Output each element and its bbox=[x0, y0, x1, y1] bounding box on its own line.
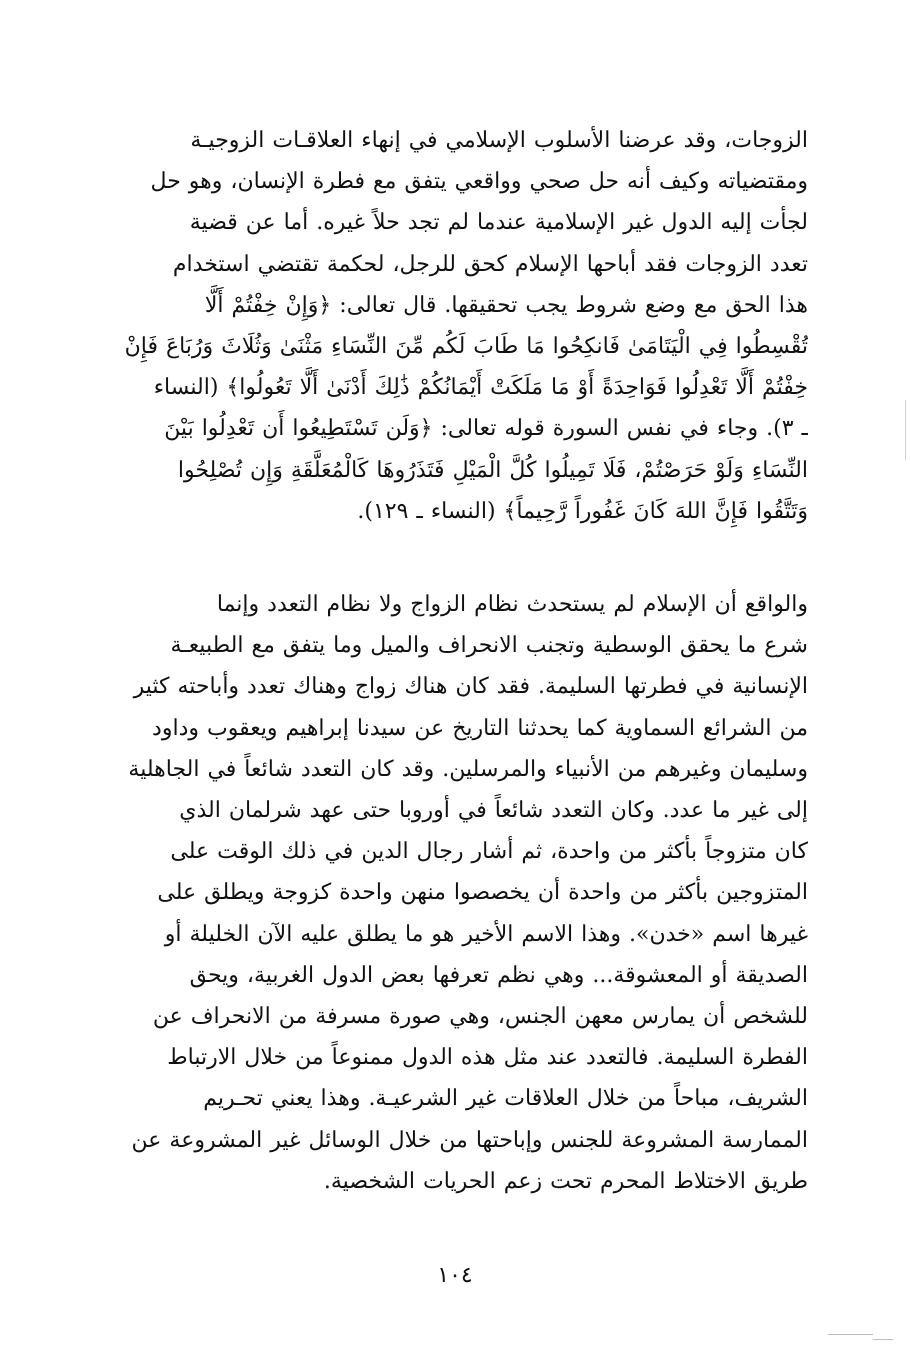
text-line: والواقع أن الإسلام لم يستحدث نظام الزواج ولا نظام التعدد وإنما bbox=[216, 592, 808, 617]
paragraph-polygamy-intro bbox=[108, 120, 808, 532]
text-line: شرع ما يحقق الوسطية وتجنب الانحراف والميل وما يتفق مع الطبيعـة bbox=[170, 633, 808, 659]
text-line: إلى غير ما عدد. وكان التعدد شائعاً في أوروبا حتى عهد شرلمان الذي bbox=[179, 798, 808, 824]
text-line: الشريف، مباحاً من خلال العلاقات غير الشرعيـة. وهذا يعني تحـريم bbox=[203, 1086, 808, 1112]
page-number: ١٠٤ bbox=[437, 1263, 473, 1288]
scan-artifact-line bbox=[828, 1334, 873, 1335]
quran-verse-line: ـ ٣). وجاء في نفس السورة قوله تعالى: ﴿وَلَن تَسْتَطِيعُوا أَن تَعْدِلُوا بَيْنَ bbox=[164, 416, 808, 442]
text-line: للشخص أن يمارس معهن الجنس، وهي صورة مسرفة من الانحراف عن bbox=[152, 1004, 808, 1030]
text-line: ومقتضياته وكيف أنه حل صحي وواقعي يتفق مع فطرة الإنسان، وهو حل bbox=[150, 169, 808, 195]
text-line: الممارسة المشروعة للجنس وإباحتها من خلال الوسائل غير المشروعة عن bbox=[131, 1127, 808, 1153]
text-line: كان متزوجاً بأكثر من واحدة، ثم أشار رجال الدين في ذلك الوقت على bbox=[170, 839, 808, 865]
text-line: الزوجات، وقد عرضنا الأسلوب الإسلامي في إنهاء العلاقـات الزوجيـة bbox=[190, 128, 808, 153]
text-line: من الشرائع السماوية كما يحدثنا التاريخ عن سيدنا إبراهيم ويعقوب وداود bbox=[152, 715, 808, 741]
text-line: غيرها اسم «خدن». وهذا الاسم الأخير هو ما يطلق عليه الآن الخليلة أو bbox=[164, 921, 808, 947]
text-line: لجأت إليه الدول غير الإسلامية عندما لم تجد حلاً غيره. أما عن قضية bbox=[189, 210, 808, 236]
quran-verse-line: تُقْسِطُوا فِي الْيَتَامَىٰ فَانكِحُوا مَا طَابَ لَكُم مِّنَ النِّسَاءِ مَثْنَىٰ وَثُلَاثَ وَرُبَاعَ فَإِنْ bbox=[124, 334, 808, 360]
quran-verse-line: خِفْتُمْ أَلَّا تَعْدِلُوا فَوَاحِدَةً أَوْ مَا مَلَكَتْ أَيْمَانُكُمْ ذَٰلِكَ أَدْنَىٰ أَلَّا تَعُولُوا﴾ (النساء bbox=[153, 375, 808, 401]
quran-verse-line: النِّسَاءِ وَلَوْ حَرَصْتُمْ، فَلَا تَمِيلُوا كُلَّ الْمَيْلِ فَتَذَرُوهَا كَالْمُعَلَّقَةِ وَإِن تُصْلِحُوا bbox=[177, 457, 808, 483]
paragraph-history-of-polygamy bbox=[108, 584, 808, 1202]
text-line: المتزوجين بأكثر من واحدة أن يخصصوا منهن واحدة كزوجة ويطلق على bbox=[157, 880, 808, 906]
quran-verse-line: وَتَتَّقُوا فَإِنَّ اللهَ كَانَ غَفُوراً رَّحِيماً﴾ (النساء ـ ١٢٩). bbox=[357, 498, 808, 524]
text-line: الفطرة السليمة. فالتعدد عند مثل هذه الدول ممنوعاً من خلال الارتباط bbox=[167, 1045, 808, 1071]
scan-artifact-line bbox=[873, 1339, 893, 1340]
text-line: وسليمان وغيرهم من الأنبياء والمرسلين. وقد كان التعدد شائعاً في الجاهلية bbox=[128, 756, 808, 782]
text-line: طريق الاختلاط المحرم تحت زعم الحريات الشخصية. bbox=[323, 1168, 808, 1194]
text-line: تعدد الزوجات فقد أباحها الإسلام كحق للرجل، لحكمة تقتضي استخدام bbox=[172, 251, 808, 277]
text-line: الصديقة أو المعشوقة... وهي نظم تعرفها بعض الدول الغربية، ويحق bbox=[189, 962, 808, 988]
scan-artifact-edge bbox=[905, 400, 906, 460]
text-line: الإنسانية في فطرتها السليمة. فقد كان هناك زواج وهناك تعدد وأباحته كثير bbox=[133, 674, 808, 700]
text-line: هذا الحق مع وضع شروط يجب تحقيقها. قال تعالى: ﴿وَإِنْ خِفْتُمْ أَلَّا bbox=[204, 292, 808, 318]
